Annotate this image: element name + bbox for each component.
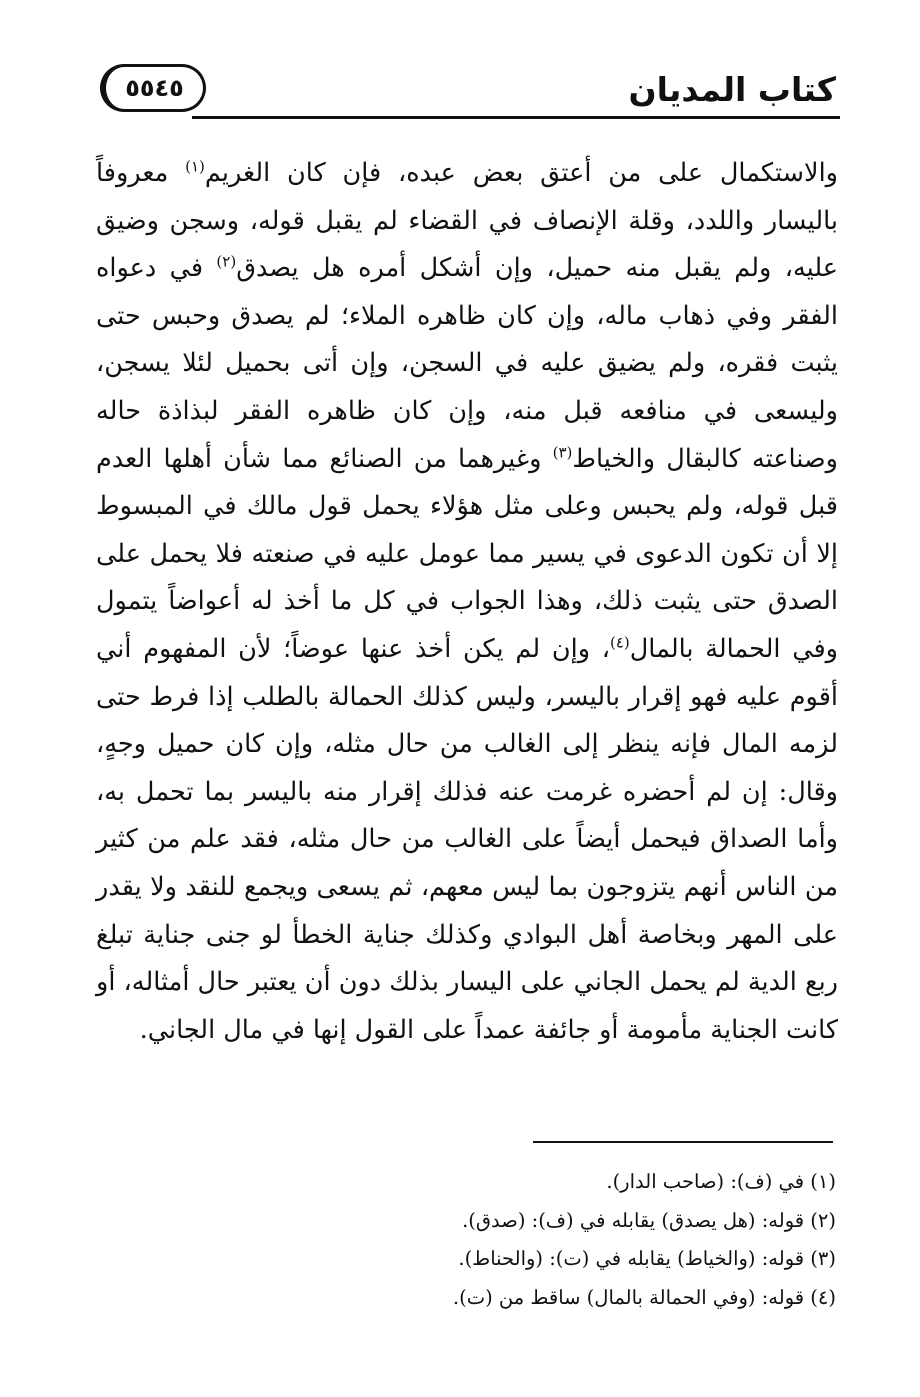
footnote-ref-3: (٣) bbox=[552, 443, 573, 462]
footnote-ref-2: (٢) bbox=[216, 252, 237, 271]
footnote-3: (٣) قوله: (والخياط) يقابله في (ت): (والحناط). bbox=[458, 1247, 836, 1270]
footnote-separator bbox=[533, 1141, 833, 1143]
header-rule bbox=[192, 116, 840, 119]
footnote-4: (٤) قوله: (وفي الحمالة بالمال) ساقط من (ت). bbox=[452, 1285, 836, 1309]
footnotes bbox=[136, 1163, 836, 1317]
footnote-ref-1: (١) bbox=[185, 157, 205, 176]
footnote-ref-4: (٤) bbox=[610, 633, 630, 652]
text-segment: ، وإن لم يكن أخذ عنها عوضاً؛ لأن المفهوم أني أقوم عليه فهو إقرار باليسر، وليس كذلك الحمالة بالطلب إذا فرط حتى لزمه المال فإنه ينظر إلى الغالب من حال مثله، وإن كان حميل وجهٍ، وقال: إن لم أحضره غرمت عنه فذلك إقرار منه باليسر بما تحمل به، وأما الصداق فيحمل أيضاً على الغالب من حال مثله، فقد علم من كثير من الناس أنهم يتزوجون بما ليس معهم، ثم يسعى ويجمع للنقد ولا يقدر على المهر وبخاصة أهل البوادي وكذلك جناية الخطأ لو جنى جناية تبلغ ربع الدية لم يحمل الجاني على اليسار بذلك دون أن يعتبر حال أمثاله، أو كانت الجناية مأمومة أو جائفة عمداً على القول إنها في مال الجاني. bbox=[96, 633, 838, 1045]
text-segment: في دعواه الفقر وفي ذهاب ماله، وإن كان ظاهره الملاء؛ لم يصدق وحبس حتى يثبت فقره، ولم يضيق عليه في السجن، وإن أتى بحميل لئلا يسجن، وليسعى في منافعه قبل منه، وإن كان ظاهره الفقر لبذاذة حاله وصناعته كالبقال والخياط bbox=[96, 253, 838, 474]
text-segment: والاستكمال على من أعتق بعض عبده، فإن كان الغريم bbox=[204, 158, 838, 188]
chapter-title: كتاب المديان bbox=[628, 70, 836, 109]
page-number-badge bbox=[100, 64, 206, 112]
text-segment: وغيرهما من الصنائع مما شأن أهلها العدم قبل قوله، ولم يحبس وعلى مثل هؤلاء يحمل قول مالك في المبسوط إلا أن تكون الدعوى في يسير مما عومل عليه في صنعته فلا يحمل على الصدق حتى يثبت ذلك، وهذا الجواب في كل ما أخذ له أعواضاً يتمول وفي الحمالة بالمال bbox=[96, 443, 838, 664]
footnote-1: (١) في (ف): (صاحب الدار). bbox=[606, 1170, 836, 1193]
page-number: ٥٥٤٥ bbox=[125, 74, 184, 102]
main-text bbox=[96, 150, 838, 1054]
footnote-2: (٢) قوله: (هل يصدق) يقابله في (ف): (صدق). bbox=[462, 1208, 836, 1232]
text-segment: معروفاً باليسار واللدد، وقلة الإنصاف في القضاء لم يقبل قوله، وسجن وضيق عليه، ولم يقبل منه حميل، وإن أشكل أمره هل يصدق bbox=[96, 158, 838, 284]
page-header bbox=[92, 62, 840, 126]
